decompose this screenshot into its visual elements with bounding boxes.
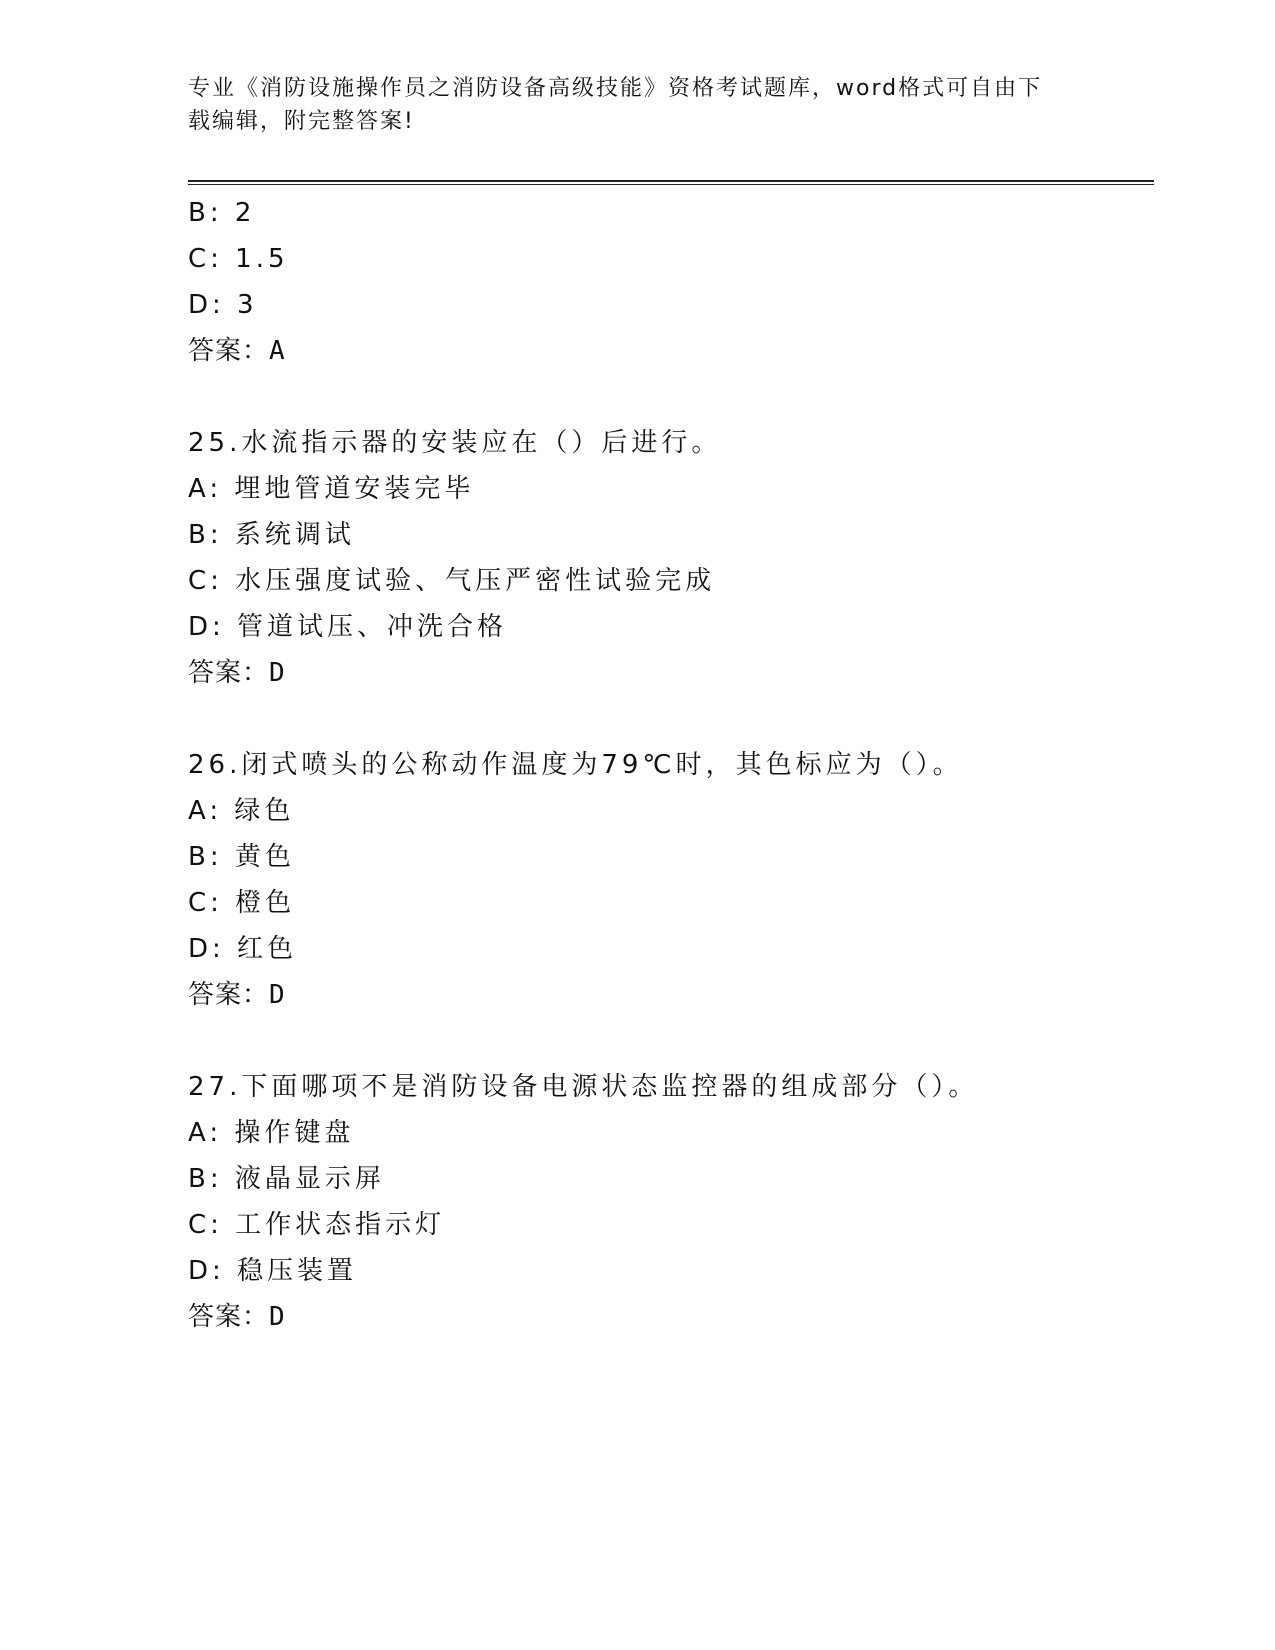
question-stem: 26.闭式喷头的公称动作温度为79℃时，其色标应为（）。 (188, 750, 963, 780)
option-b: B: 2 (188, 198, 256, 228)
spacer (188, 696, 1154, 742)
option-a: A: 绿色 (188, 796, 295, 826)
question-stem: 27.下面哪项不是消防设备电源状态监控器的组成部分（）。 (188, 1072, 979, 1102)
header-divider (188, 180, 1154, 185)
option-d: D: 红色 (188, 934, 298, 964)
answer: 答案：A (188, 336, 286, 366)
option-d: D: 稳压装置 (188, 1256, 358, 1286)
option-b: B: 液晶显示屏 (188, 1164, 385, 1194)
option-d: D: 3 (188, 290, 258, 320)
question-list (188, 190, 1154, 1340)
question-24 (188, 190, 1154, 374)
option-a: A: 埋地管道安装完毕 (188, 474, 475, 504)
header-line-1: 专业《消防设施操作员之消防设备高级技能》资格考试题库，word格式可自由下 (188, 76, 1043, 101)
option-c: C: 工作状态指示灯 (188, 1210, 446, 1240)
question-stem: 25.水流指示器的安装应在（）后进行。 (188, 428, 722, 458)
option-a: A: 操作键盘 (188, 1118, 355, 1148)
question-27 (188, 1064, 1154, 1340)
question-25 (188, 420, 1154, 696)
option-c: C: 水压强度试验、气压严密性试验完成 (188, 566, 716, 596)
answer: 答案：D (188, 658, 286, 688)
option-c: C: 橙色 (188, 888, 296, 918)
spacer (188, 1018, 1154, 1064)
option-d: D: 管道试压、冲洗合格 (188, 612, 508, 642)
question-26 (188, 742, 1154, 1018)
option-b: B: 黄色 (188, 842, 295, 872)
option-c: C: 1.5 (188, 244, 289, 274)
answer: 答案：D (188, 980, 286, 1010)
answer: 答案：D (188, 1302, 286, 1332)
document-header (188, 72, 1068, 138)
header-line-2: 载编辑，附完整答案! (188, 109, 415, 134)
option-b: B: 系统调试 (188, 520, 355, 550)
spacer (188, 374, 1154, 420)
